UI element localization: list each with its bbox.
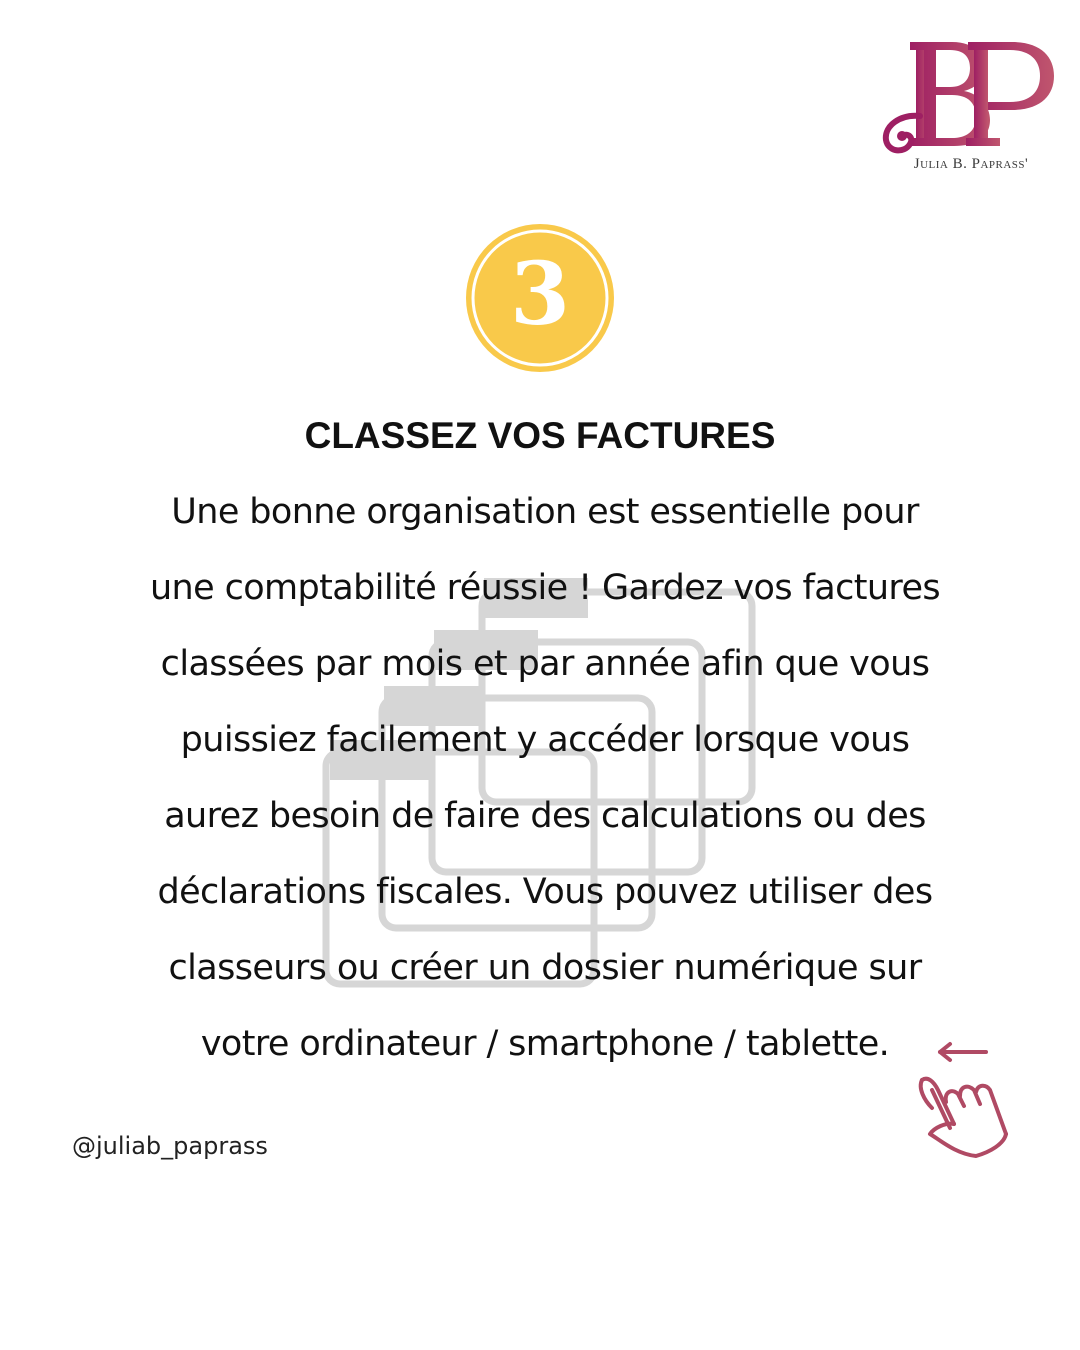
section-title: CLASSEZ VOS FACTURES (304, 415, 776, 456)
body-line: déclarations fiscales. Vous pouvez utiliser des (157, 872, 933, 912)
step-number-badge (462, 220, 618, 376)
body-paragraph (100, 474, 990, 1082)
step-number: 3 (510, 244, 570, 345)
body-line: classeurs ou créer un dossier numérique sur (168, 948, 922, 988)
social-handle: @juliab_paprass (72, 1132, 268, 1160)
brand-name: Julia B. Paprass' (913, 156, 1029, 172)
body-line: puissiez facilement y accéder lorsque vous (180, 720, 910, 760)
body-line: Une bonne organisation est essentielle pour (171, 492, 919, 532)
swipe-hand-icon[interactable] (910, 1030, 1020, 1170)
body-line: aurez besoin de faire des calculations ou des (164, 796, 926, 836)
body-line: classées par mois et par année afin que vous (160, 644, 930, 684)
body-line: votre ordinateur / smartphone / tablette. (200, 1024, 890, 1064)
body-line: une comptabilité réussie ! Gardez vos factures (149, 568, 941, 608)
